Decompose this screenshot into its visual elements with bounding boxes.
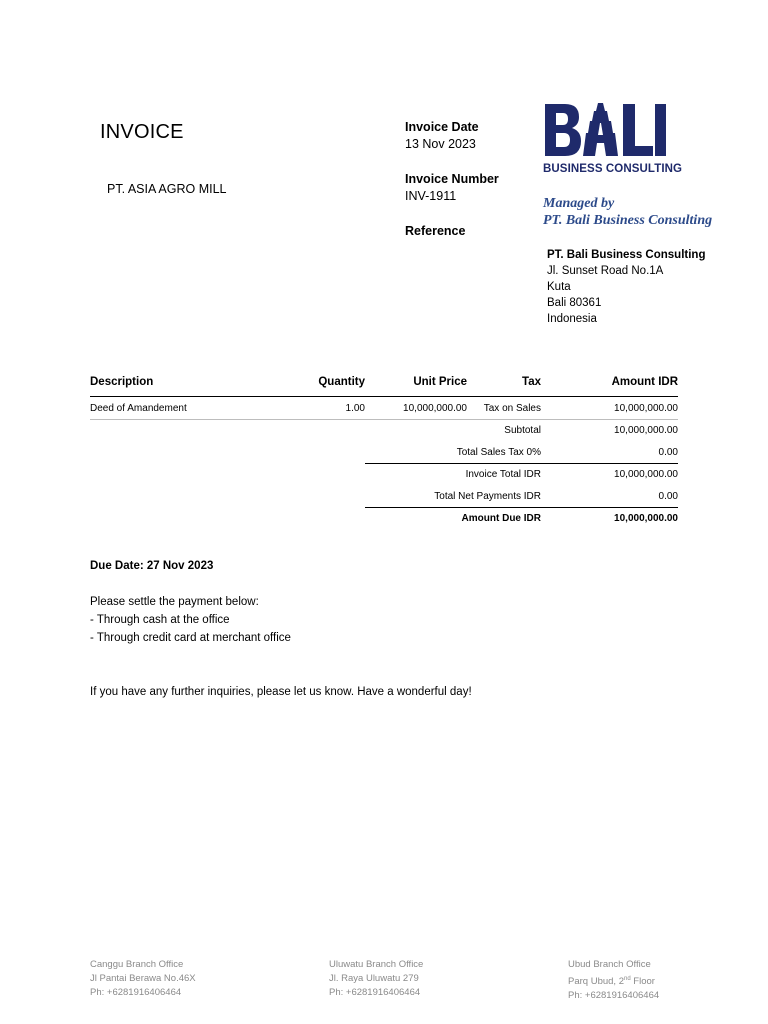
due-date: Due Date: 27 Nov 2023: [90, 560, 214, 572]
reference-label: Reference: [405, 224, 466, 238]
subtotal-label: Subtotal: [504, 425, 541, 436]
footer-canggu-name: Canggu Branch Office: [90, 959, 184, 970]
invoice-date-value: 13 Nov 2023: [405, 137, 476, 151]
totals-rule: [365, 463, 678, 464]
footer-canggu: [90, 958, 196, 1000]
row-description: Deed of Amandement: [90, 403, 187, 414]
header-description: Description: [90, 376, 154, 388]
row-tax: Tax on Sales: [483, 403, 541, 414]
managed-line-2: PT. Bali Business Consulting: [543, 213, 713, 228]
footer-uluwatu: [329, 958, 423, 1000]
settle-text: Please settle the payment below:: [90, 596, 259, 608]
row-rule: [90, 419, 678, 420]
footer-uluwatu-phone: Ph: +6281916406464: [329, 987, 421, 998]
payment-method-card: - Through credit card at merchant office: [90, 632, 291, 644]
footer-canggu-phone: Ph: +6281916406464: [90, 987, 182, 998]
invoice-total-value: 10,000,000.00: [614, 469, 678, 480]
company-name: PT. Bali Business Consulting: [547, 249, 706, 261]
header-tax: Tax: [522, 376, 541, 388]
address-line-1: Jl. Sunset Road No.1A: [547, 265, 664, 277]
managed-line-1: Managed by: [543, 196, 615, 211]
invoice-number-label: Invoice Number: [405, 172, 499, 186]
invoice-title: INVOICE: [100, 121, 184, 143]
invoice-date-label: Invoice Date: [405, 120, 479, 134]
footer-ubud-address-main: Parq Ubud, 2: [568, 976, 624, 988]
subtotal-value: 10,000,000.00: [614, 425, 678, 436]
footer-canggu-address: Jl Pantai Berawa No.46X: [90, 973, 196, 984]
logo-subtitle: BUSINESS CONSULTING: [543, 163, 683, 175]
footer-ubud-address-sup: nd: [623, 976, 631, 982]
footer-uluwatu-address: Jl. Raya Uluwatu 279: [329, 973, 419, 984]
company-logo: [543, 101, 723, 231]
bali-logo-mark: [543, 101, 668, 159]
address-line-2: Kuta: [547, 281, 571, 293]
row-amount: 10,000,000.00: [614, 403, 678, 414]
address-line-4: Indonesia: [547, 313, 597, 325]
sales-tax-value: 0.00: [658, 447, 678, 458]
header-unit-price: Unit Price: [413, 376, 467, 388]
footer-ubud-address: [568, 972, 659, 989]
sales-tax-label: Total Sales Tax 0%: [456, 447, 541, 458]
amount-due-label: Amount Due IDR: [461, 513, 541, 524]
closing-text: If you have any further inquiries, please let us know. Have a wonderful day!: [90, 686, 472, 698]
amount-due-rule: [365, 507, 678, 508]
row-quantity: 1.00: [345, 403, 365, 414]
footer-ubud: [568, 958, 659, 1003]
invoice-number-value: INV-1911: [405, 189, 457, 203]
row-unit-price: 10,000,000.00: [403, 403, 467, 414]
net-payments-label: Total Net Payments IDR: [434, 491, 541, 502]
header-quantity: Quantity: [318, 376, 365, 388]
company-address: [547, 247, 705, 327]
amount-due-value: 10,000,000.00: [614, 513, 678, 524]
footer-uluwatu-name: Uluwatu Branch Office: [329, 959, 424, 970]
header-amount: Amount IDR: [611, 376, 678, 388]
payment-method-cash: - Through cash at the office: [90, 614, 230, 626]
invoice-total-label: Invoice Total IDR: [465, 469, 541, 480]
footer-ubud-address-floor: Floor: [630, 976, 655, 988]
net-payments-value: 0.00: [658, 491, 678, 502]
footer-ubud-phone: Ph: +6281916406464: [568, 990, 660, 1002]
header-rule: [90, 396, 678, 397]
address-line-3: Bali 80361: [547, 297, 602, 309]
managed-by-text: [543, 195, 712, 229]
footer-ubud-name: Ubud Branch Office: [568, 959, 651, 970]
client-name: PT. ASIA AGRO MILL: [107, 182, 227, 196]
